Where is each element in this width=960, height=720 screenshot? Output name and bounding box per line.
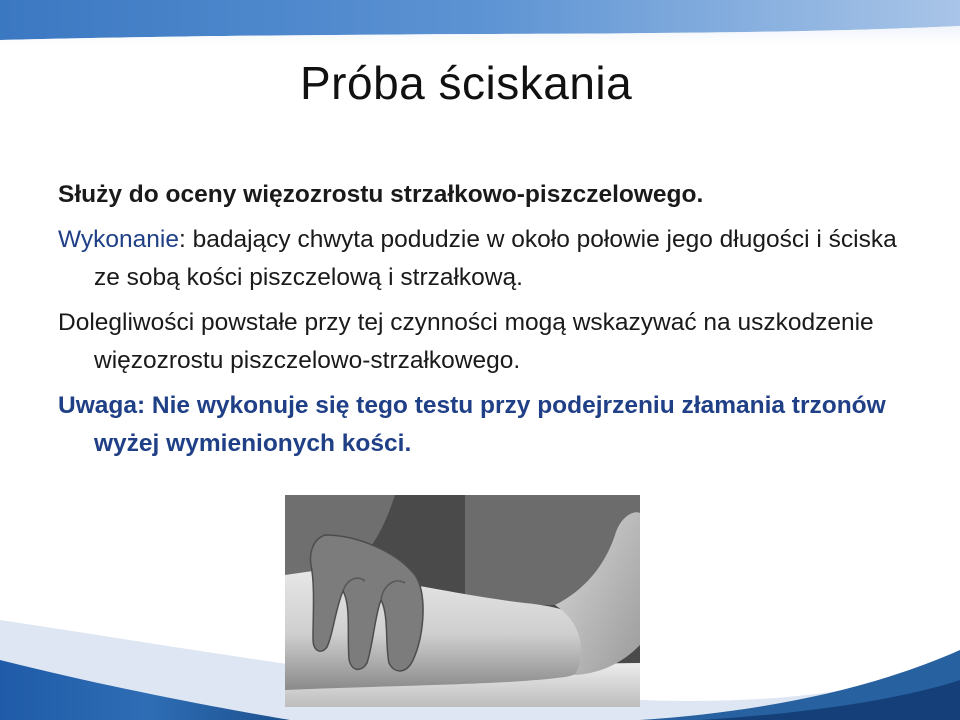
squeeze-test-photo (285, 495, 640, 707)
warning-text: Uwaga: Nie wykonuje się tego testu przy podejrzeniu złamania trzonów wyżej wymienionych kości. (58, 392, 886, 457)
paragraph-symptoms (58, 304, 918, 380)
slide-content (58, 176, 918, 470)
paragraph-warning (58, 387, 918, 463)
execution-label: Wykonanie (58, 226, 179, 253)
slide-title: Próba ściskania (300, 57, 633, 109)
execution-text: : badający chwyta podudzie w około połowie jego długości i ściska ze sobą kości piszczelową i strzałkową. (94, 226, 897, 291)
photo-illustration (285, 495, 640, 707)
paragraph-execution (58, 221, 918, 297)
symptoms-text: Dolegliwości powstałe przy tej czynności mogą wskazywać na uszkodzenie więzozrostu piszczelowo-strzałkowego. (58, 309, 874, 374)
paragraph-purpose (58, 176, 918, 214)
purpose-text: Służy do oceny więzozrostu strzałkowo-piszczelowego. (58, 181, 704, 208)
